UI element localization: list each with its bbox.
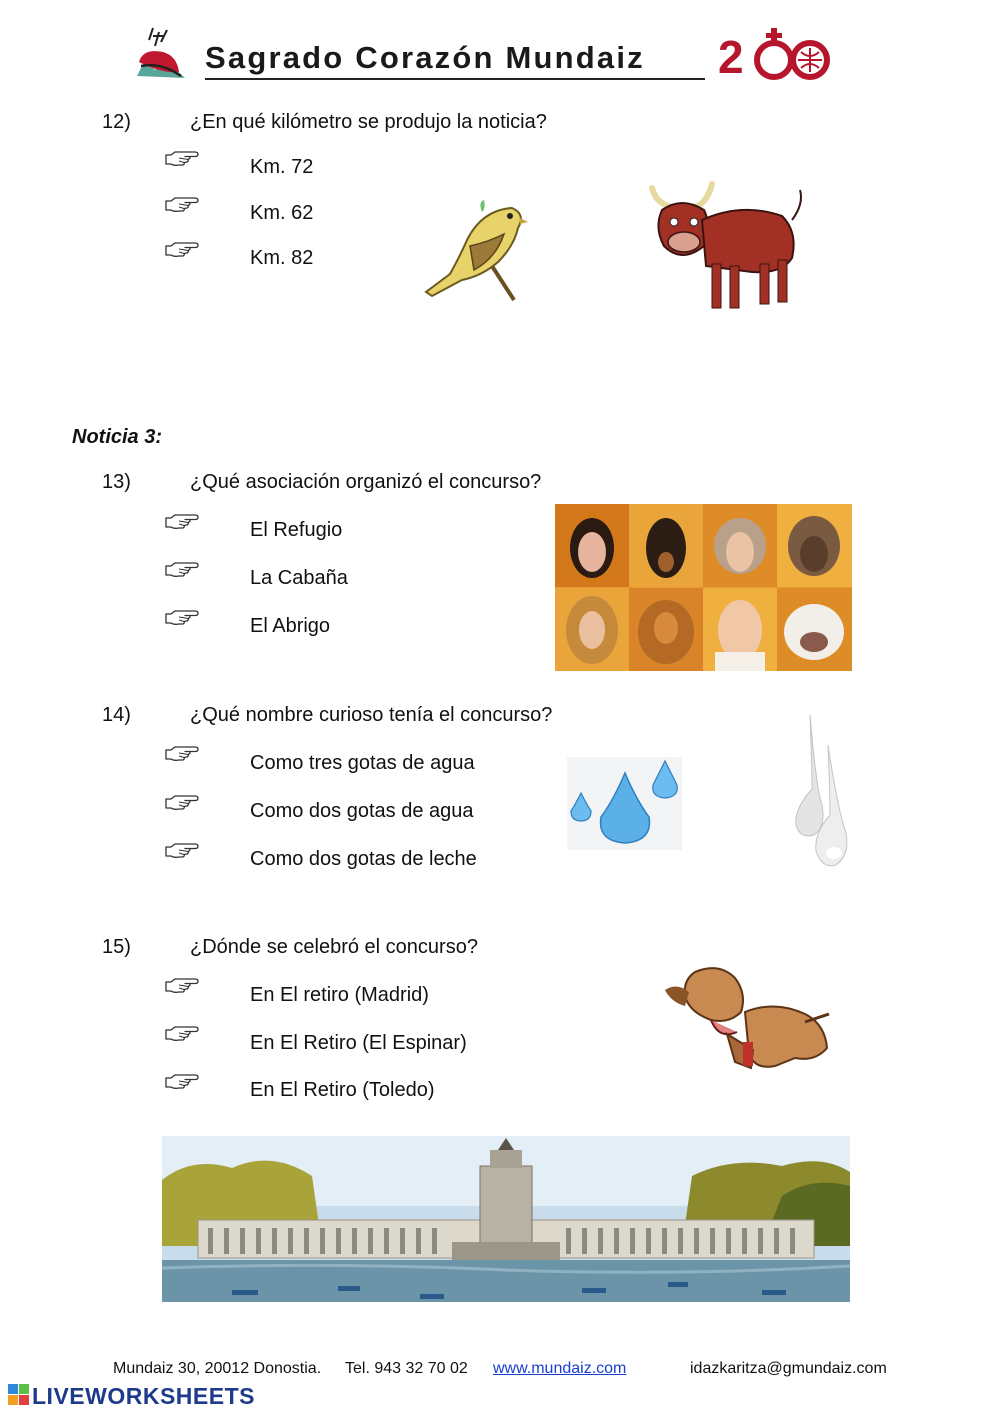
pointing-hand-icon — [165, 1024, 201, 1042]
pointing-hand-icon — [165, 149, 201, 167]
option-label[interactable]: En El retiro (Madrid) — [250, 984, 429, 1006]
header-title: Sagrado Corazón Mundaiz — [205, 40, 645, 75]
section-label: Noticia 3: — [72, 426, 163, 448]
liveworksheets-logo-icon — [8, 1384, 30, 1406]
pointing-hand-icon — [165, 608, 201, 626]
dog-icon — [655, 962, 835, 1080]
pointing-hand-icon — [165, 744, 201, 762]
anniversary-logo — [718, 26, 840, 86]
option-label[interactable]: En El Retiro (Toledo) — [250, 1079, 435, 1101]
option-label[interactable]: Km. 82 — [250, 247, 314, 269]
question-text: ¿Qué asociación organizó el concurso? — [190, 471, 542, 493]
bull-icon — [642, 180, 810, 320]
option-label[interactable]: Km. 62 — [250, 202, 314, 224]
retiro-park-photo — [162, 1136, 850, 1302]
header-rule — [205, 78, 705, 80]
liveworksheets-wordmark: LIVEWORKSHEETS — [32, 1383, 255, 1409]
question-text: ¿Qué nombre curioso tenía el concurso? — [190, 704, 553, 726]
footer-website-link[interactable]: www.mundaiz.com — [493, 1360, 627, 1377]
question-text: ¿Dónde se celebró el concurso? — [190, 936, 478, 958]
option-label[interactable]: Como tres gotas de agua — [250, 752, 475, 774]
people-dogs-photo — [555, 504, 852, 671]
school-logo-icon — [133, 22, 189, 84]
footer-address: Mundaiz 30, 20012 Donostia. — [113, 1360, 322, 1377]
pointing-hand-icon — [165, 976, 201, 994]
question-number: 12) — [102, 111, 131, 133]
pointing-hand-icon — [165, 195, 201, 213]
footer-phone: Tel. 943 32 70 02 — [345, 1360, 468, 1377]
pointing-hand-icon — [165, 240, 201, 258]
question-number: 14) — [102, 704, 131, 726]
option-label[interactable]: Como dos gotas de leche — [250, 848, 477, 870]
pointing-hand-icon — [165, 512, 201, 530]
water-drops-icon — [567, 757, 682, 850]
question-text: ¿En qué kilómetro se produjo la noticia? — [190, 111, 547, 133]
option-label[interactable]: Como dos gotas de agua — [250, 800, 474, 822]
anniversary-2: 2 — [718, 31, 744, 83]
question-number: 13) — [102, 471, 131, 493]
pointing-hand-icon — [165, 841, 201, 859]
option-label[interactable]: El Refugio — [250, 519, 343, 541]
milk-drops-icon — [788, 715, 854, 870]
pointing-hand-icon — [165, 560, 201, 578]
option-label[interactable]: El Abrigo — [250, 615, 331, 637]
bird-icon — [422, 200, 532, 305]
pointing-hand-icon — [165, 793, 201, 811]
option-label[interactable]: En El Retiro (El Espinar) — [250, 1032, 467, 1054]
pointing-hand-icon — [165, 1072, 201, 1090]
question-number: 15) — [102, 936, 131, 958]
footer-email: idazkaritza@gmundaiz.com — [690, 1360, 887, 1377]
option-label[interactable]: La Cabaña — [250, 567, 348, 589]
option-label[interactable]: Km. 72 — [250, 156, 314, 178]
